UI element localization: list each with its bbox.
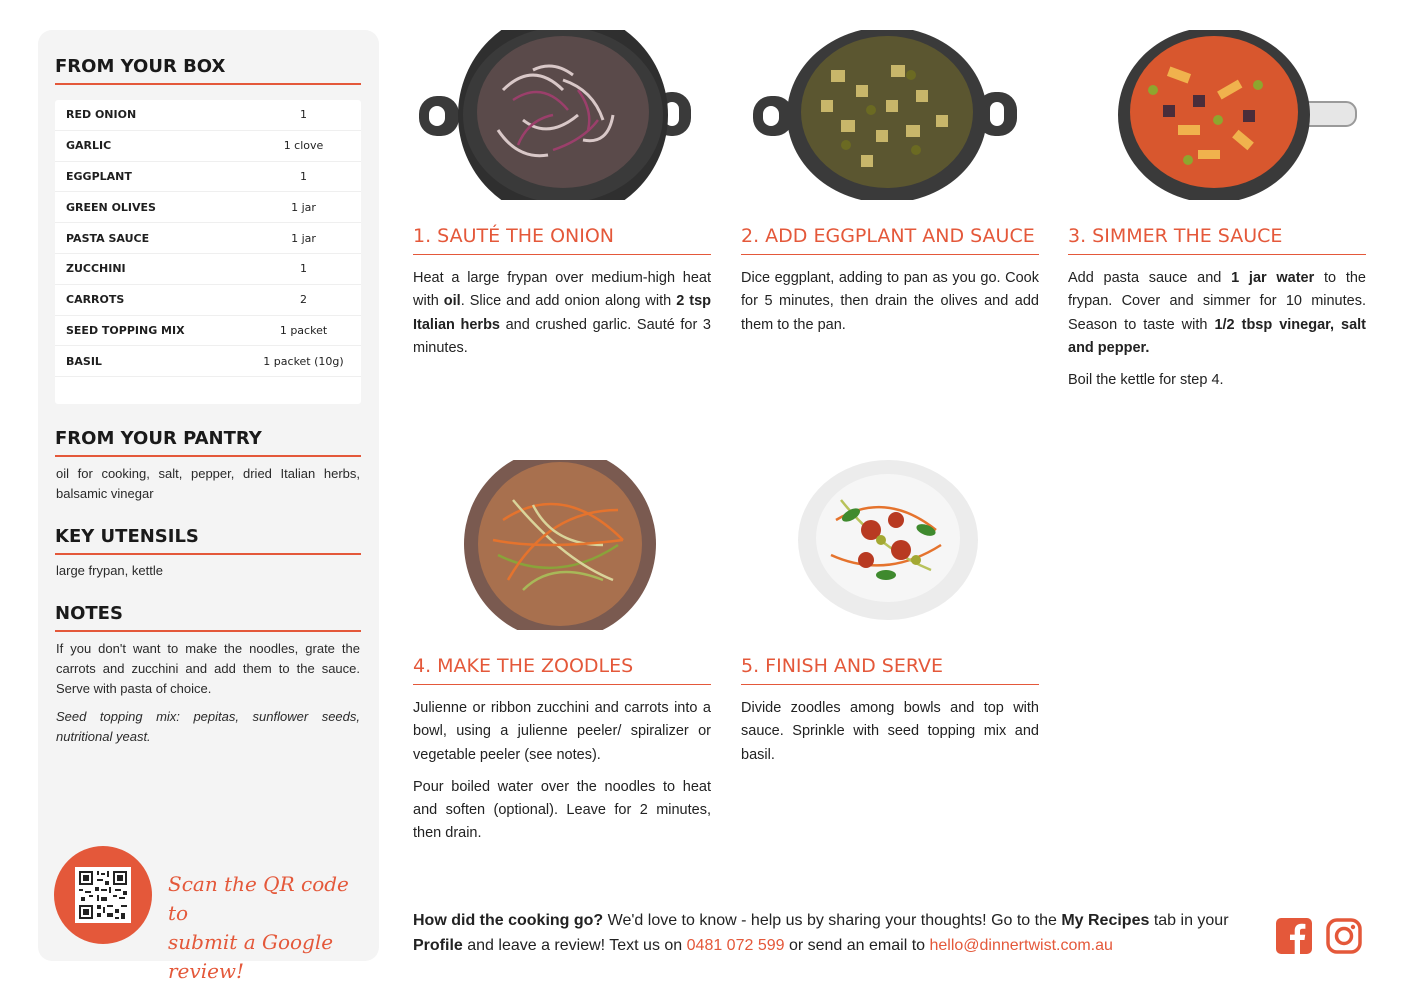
ingredient-quantity: 1 (300, 262, 307, 276)
step-2-text: Dice eggplant, adding to pan as you go. Cook for 5 minutes, then drain the olives and add them to the pan. (741, 270, 1039, 333)
facebook-icon[interactable] (1276, 918, 1312, 954)
step-1-title: 1. SAUTÉ THE ONION (413, 225, 711, 255)
feedback-footer (413, 908, 1263, 958)
step-1-text-d: 2 tsp Italian herbs (413, 293, 711, 333)
ingredient-row (55, 223, 361, 254)
phone-link[interactable]: 0481 072 599 (686, 937, 785, 954)
step-2-image (741, 30, 1041, 200)
step-1-text-e: and crushed garlic. Sauté for 3 minutes. (413, 316, 711, 356)
step-3-text-a: Add pasta sauce and (1068, 270, 1232, 286)
step-3-text-d: 1/2 tbsp vinegar, salt and pepper. (1068, 316, 1366, 356)
ingredient-row (55, 192, 361, 223)
step-1-image (413, 30, 713, 200)
step-4-body (413, 697, 711, 855)
step-3-body (1068, 267, 1366, 401)
qr-code-icon (75, 867, 131, 923)
qr-caption-line-1: Scan the QR code to (168, 872, 349, 925)
ingredient-quantity: 1 clove (283, 139, 324, 153)
ingredient-quantity: 1 packet (279, 323, 328, 337)
seed-topping-note: Seed topping mix: pepitas, sunflower seeds, nutritional yeast. (56, 709, 360, 744)
step-4-image (413, 460, 713, 630)
step-3-text-b: 1 jar water (1231, 270, 1315, 286)
ingredient-name: GREEN OLIVES (66, 200, 156, 214)
step-5-text: Divide zoodles among bowls and top with sauce. Sprinkle with seed topping mix and basil. (741, 700, 1039, 763)
step-1-text-a: Heat a large frypan over medium-high heat with (413, 270, 711, 310)
utensils-heading: KEY UTENSILS (55, 526, 361, 555)
ingredient-name: CARROTS (66, 293, 125, 307)
ingredient-quantity: 1 (300, 108, 307, 122)
step-5-image (741, 460, 1041, 630)
feedback-text-3: and leave a review! Text us on (462, 937, 687, 954)
my-recipes-label: My Recipes (1061, 912, 1150, 929)
ingredient-name: ZUCCHINI (66, 262, 126, 276)
ingredient-row (55, 346, 361, 377)
step-3-text-2: Boil the kettle for step 4. (1068, 372, 1224, 389)
pantry-text: oil for cooking, salt, pepper, dried Italian herbs, balsamic vinegar (56, 466, 360, 501)
ingredient-name: GARLIC (66, 139, 112, 153)
ingredient-row (55, 131, 361, 162)
qr-code[interactable] (75, 867, 131, 923)
ingredient-row (55, 100, 361, 131)
ingredient-quantity: 1 jar (291, 200, 316, 214)
ingredients-sidebar (38, 30, 379, 983)
step-1-text-c: . Slice and add onion along with (460, 293, 677, 310)
ingredient-row (55, 254, 361, 285)
ingredient-quantity: 1 (300, 169, 307, 183)
ingredient-row (55, 285, 361, 316)
notes-text: If you don't want to make the noodles, grate the carrots and zucchini and add them to the sauce. Serve with pasta of choice. (56, 641, 360, 696)
notes-heading: NOTES (55, 603, 361, 632)
feedback-text-2: tab in your (1149, 912, 1229, 929)
instagram-icon[interactable] (1326, 918, 1362, 954)
step-2-title: 2. ADD EGGPLANT AND SAUCE (741, 225, 1039, 255)
step-5-title: 5. FINISH AND SERVE (741, 655, 1039, 685)
ingredient-quantity: 1 packet (10g) (263, 354, 344, 368)
step-4-text-2: Pour boiled water over the noodles to heat and soften (optional). Leave for 2 minutes, then drain. (413, 778, 711, 842)
qr-caption (168, 870, 368, 986)
ingredient-row (55, 162, 361, 193)
profile-label: Profile (413, 937, 463, 954)
email-link[interactable]: hello@dinnertwist.com.au (929, 937, 1113, 954)
step-1-body (413, 267, 711, 369)
ingredient-name: BASIL (66, 354, 102, 368)
notes-body (56, 639, 360, 755)
feedback-text-1: We'd love to know - help us by sharing your thoughts! Go to the (603, 912, 1062, 929)
qr-caption-line-2: submit a Google review! (168, 930, 334, 983)
step-5-body (741, 697, 1039, 776)
ingredient-row (55, 316, 361, 347)
ingredients-table (55, 100, 361, 404)
feedback-question: How did the cooking go? (413, 912, 604, 929)
step-3-title: 3. SIMMER THE SAUCE (1068, 225, 1366, 255)
step-1-text-b: oil (443, 293, 461, 310)
ingredient-name: EGGPLANT (66, 169, 132, 183)
step-3-image (1068, 30, 1368, 200)
ingredient-quantity: 2 (300, 293, 307, 307)
step-3-text-c: to the frypan. Cover and simmer for 10 minutes. Season to taste with (1068, 270, 1366, 333)
pantry-heading: FROM YOUR PANTRY (55, 428, 361, 457)
ingredient-name: PASTA SAUCE (66, 231, 150, 245)
step-4-title: 4. MAKE THE ZOODLES (413, 655, 711, 685)
step-4-text: Julienne or ribbon zucchini and carrots into a bowl, using a julienne peeler/ spiralizer or vegetable peeler (see notes). (413, 700, 711, 763)
feedback-text-4: or send an email to (784, 937, 930, 954)
qr-badge[interactable] (54, 846, 152, 944)
from-box-heading: FROM YOUR BOX (55, 56, 361, 85)
ingredient-name: RED ONION (66, 108, 137, 122)
ingredient-name: SEED TOPPING MIX (66, 323, 185, 337)
utensils-text: large frypan, kettle (56, 563, 163, 578)
ingredient-quantity: 1 jar (291, 231, 316, 245)
step-2-body (741, 267, 1039, 346)
